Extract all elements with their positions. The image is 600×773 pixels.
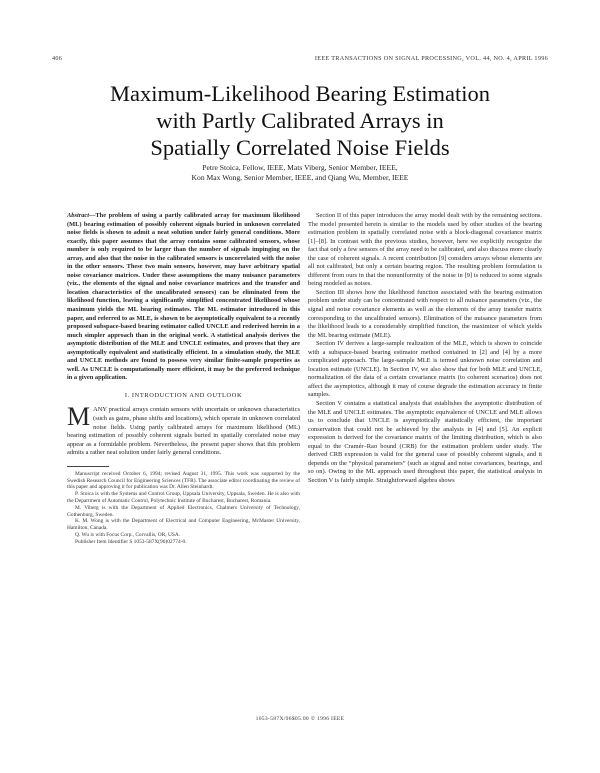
section-heading: I. INTRODUCTION AND OUTLOOK [124, 391, 243, 399]
footnote-divider [67, 466, 109, 467]
publisher-identifier: 1053-587X/96$05.00 © 1996 IEEE [255, 716, 345, 722]
body-paragraph: Section V contains a statistical analysis that establishes the asymptotic distribution of the MLE and UNCLE estimates. The asymptotic equivalence of UNCLE and MLE allows us to conclude that UNCLE is asymptotically statistically efficient, the important conservation that could not be achieved by the analysis in [4] and [5]. An explicit expression is derived for the covariance matrix of the limiting distribution, which is also equal to the Cramér–Rao bound (CRB) for the estimation problem under study. The derived CRB expression is valid for the general case of possibly coherent signals, and it depends on the “physical parameters” (such as signal and noise covariances, bearings, and so on). Owing to the ML approach used throughout this paper, the statistical analysis in Section V is fairly simple. Straightforward algebra shows [308, 400, 542, 484]
intro-paragraph [67, 402, 300, 457]
page-number: 406 [52, 55, 63, 62]
intro-text: ANY practical arrays contain sensors with uncertain or unknown characteristics (such as gains, phase shifts and locations), which operate in unknown correlated noise fields. Using partly calibrated arrays for maximum likelihood (ML) bearing estimation of possibly coherent signals buried in spatially correlated noise may appear as a formidable problem. Nevertheless, the present paper shows that this problem admits a rather neat solution under fairly general conditions. [67, 406, 300, 457]
right-column [308, 212, 542, 486]
footnote: Publisher Item Identifier S 1053-587X(96)02774-0. [75, 538, 187, 545]
footnote: M. Viberg is with the Department of Applied Electronics, Chalmers University of Technology, Gothenburg, Sweden. [67, 504, 300, 518]
authors-line-2: Kon Max Wong, Senior Member, IEEE, and Qiang Wu, Member, IEEE [191, 173, 409, 182]
footnote: P. Stoica is with the Systems and Control Group, Uppsala University, Uppsala, Sweden. He is also with the Department of Automatic Control, Polytechnic Institute of Bucharest, Bucharest, Romania. [67, 491, 300, 504]
footnote: K. M. Wong is with the Department of Electrical and Computer Engineering, McMaster University, Hamilton, Canada. [67, 518, 300, 532]
abstract-label: Abstract— [67, 212, 96, 219]
footnote: Manuscript received October 6, 1994; revised August 31, 1995. This work was supported by the Swedish Research Council for Engineering Sciences (TFR). The associate editor coordinating the review of this paper and approving it for publication was Dr. Allen Steinhardt. [67, 470, 300, 491]
abstract-text: The problem of using a partly calibrated array for maximum likelihood (ML) bearing estimation of possibly coherent signals buried in unknown correlated noise fields is shown to admit a neat solution under fairly general conditions. More exactly, this paper assumes that the array contains some calibrated sensors, whose number is only required to be larger than the number of signals impinging on the array, and also that the noise in the calibrated sensors is uncorrelated with the noise in the other sensors. These two main sensors, however, may have arbitrary spatial noise covariance matrices. Under these assumptions the many nuisance parameters (viz., the elements of the signal and noise covariance matrices and the transfer and location characteristics of the uncalibrated sensors) can be eliminated from the likelihood function, leaving a significantly simplified concentrated likelihood whose maximum yields the ML bearing estimates. The ML estimator introduced in this paper, and referred to as MLE, is shown to be asymptotically equivalent to a recently proposed subspace-based bearing estimator called UNCLE and rederived herein in a much simpler approach than in the original work. A statistical analysis derives the asymptotic distribution of the MLE and UNCLE estimates, and proves that they are asymptotically equivalent and statistically efficient. In a simulation study, the MLE and UNCLE methods are found to possess very similar finite-sample properties as well. As UNCLE is computationally more efficient, it may be the preferred technique in a given application. [67, 212, 300, 382]
title-line-1: Maximum-Likelihood Bearing Estimation [110, 81, 490, 106]
body-paragraph: Section IV derives a large-sample realization of the MLE, which is shown to coincide with a subspace-based bearing estimator method contained in [2] and [4] by a more complicated approach. The large-sample MLE is termed unknown noise correlation and location estimate (UNCLE). In Section IV, we also show that for both MLE and UNCLE, normalization of the data of a certain covariance matrix (to coherent scenarios) does not affect the asymptotics, although it may of course degrade the estimation accuracy in finite samples. [308, 340, 542, 399]
drop-cap: M [67, 402, 91, 432]
paper-title [60, 80, 540, 161]
body-paragraph: Section II of this paper introduces the array model dealt with by the remaining sections. The model presented herein is similar to the models used by other studies of the bearing estimation problem in spatially correlated noise with a block-diagonal covariance matrix [1]–[8]. In contrast with the previous studies, however, here we explicitly recognize the fact that only a few sensors of the array need to be calibrated, and also discuss more clearly the case of coherent signals. A recent contribution [9] considers arrays whose elements are all not calibrated, but only a certain bearing region. The resulting problem formulation is different from ours in that the nonuniformity of the noise in [9] is reduced to some signals being modeled as noises. [308, 212, 542, 288]
body-paragraph: Section III shows how the likelihood function associated with the bearing estimation problem under study can be concentrated with respect to all nuisance parameters (viz., the signal and noise covariance elements as well as the elements of the array transfer matrix corresponding to the uncalibrated sensors). Elimination of the nuisance parameters from the likelihood leads to a considerably simplified function, the maximizer of which yields the ML bearing estimate (MLE). [308, 288, 542, 339]
title-line-3: Spatially Correlated Noise Fields [150, 135, 450, 160]
authors-line-1: Petre Stoica, Fellow, IEEE, Mats Viberg, Senior Member, IEEE, [202, 163, 398, 172]
author-block [60, 163, 540, 183]
footnote: Q. Wu is with Focus Corp., Corvallis, OR, USA. [75, 531, 181, 538]
title-line-2: with Partly Calibrated Arrays in [156, 108, 444, 133]
left-column [67, 212, 300, 546]
journal-line: IEEE TRANSACTIONS ON SIGNAL PROCESSING, VOL. 44, NO. 4, APRIL 1996 [314, 55, 548, 62]
footnotes [67, 471, 300, 546]
running-header [52, 55, 548, 65]
abstract [67, 212, 300, 383]
